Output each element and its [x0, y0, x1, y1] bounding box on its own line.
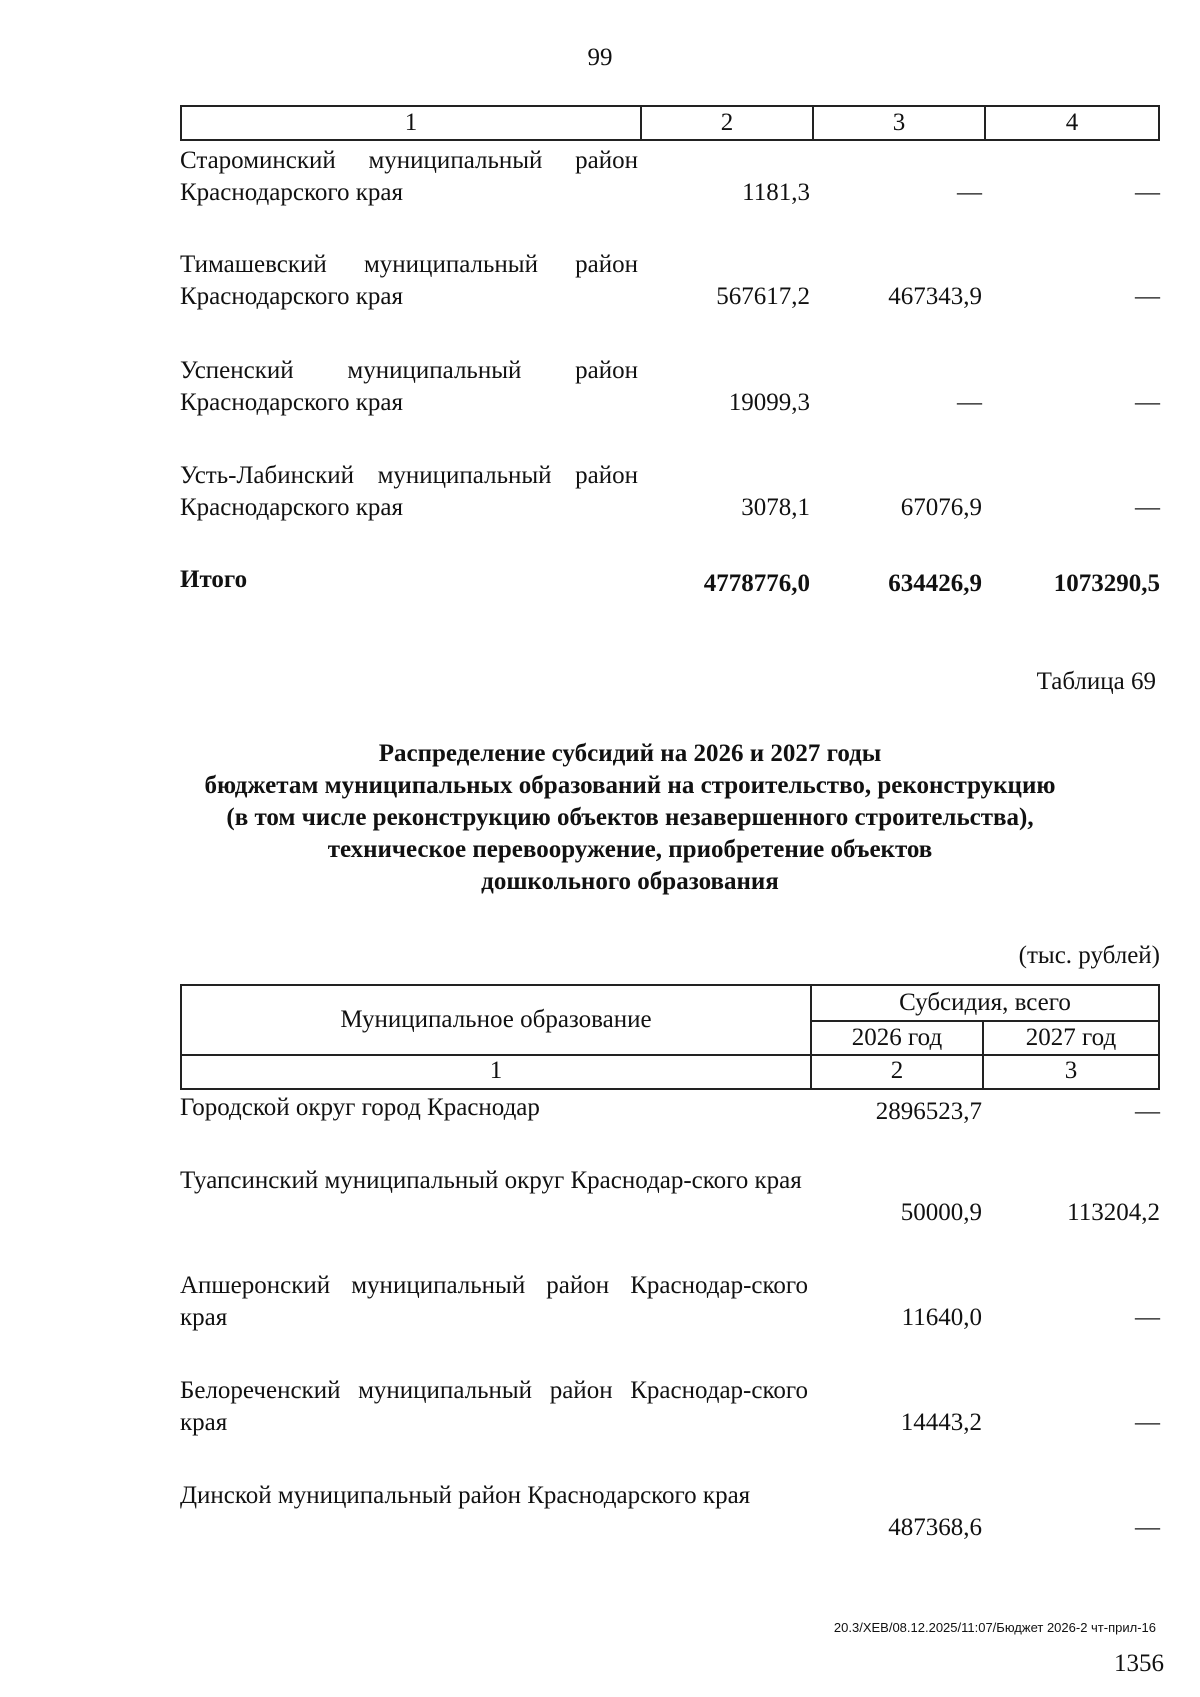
row-name: Усть-Лабинский муниципальный район Краснодарского края — [180, 462, 638, 521]
table2-header-municipality: Муниципальное образование — [182, 986, 812, 1056]
row-name: Тимашевский муниципальный район Краснодарского края — [180, 251, 638, 310]
table1-row — [180, 355, 1160, 425]
table2-row — [180, 1092, 1160, 1128]
row-name: Городской округ город Краснодар — [180, 1094, 540, 1121]
table1-header-col-1: 1 — [182, 107, 642, 139]
row-value-col3: — — [957, 179, 982, 206]
units-label: (тыс. рублей) — [1018, 942, 1160, 969]
row-value-2027: — — [1135, 1098, 1160, 1125]
table2-header — [180, 984, 1160, 1090]
row-value-2027: 113204,2 — [1067, 1199, 1160, 1226]
row-value-2027: — — [1135, 1304, 1160, 1331]
table2-colnum-3: 3 — [1064, 1057, 1078, 1084]
row-value-col2: 1181,3 — [742, 179, 810, 206]
table1-header — [180, 105, 1160, 141]
title-line: дошкольного образования — [481, 868, 779, 895]
row-value-2026: 2896523,7 — [875, 1098, 982, 1125]
table2-row — [180, 1375, 1160, 1445]
table2-row — [180, 1270, 1160, 1340]
title-line: (в том числе реконструкцию объектов незавершенного строительства), — [226, 804, 1034, 831]
table1-header-col-2: 2 — [642, 107, 814, 139]
page-number-top: 99 — [587, 44, 613, 71]
title-line: техническое перевооружение, приобретение объектов — [327, 836, 933, 863]
table2-colnum-1: 1 — [182, 1056, 812, 1088]
row-name: Динской муниципальный район Краснодарского края — [180, 1482, 751, 1509]
row-value-col4: — — [1135, 283, 1160, 310]
row-value-col2: 567617,2 — [716, 283, 810, 310]
row-value-2027: — — [1135, 1409, 1160, 1436]
total-col2: 4778776,0 — [703, 570, 810, 597]
table2-row — [180, 1480, 1160, 1550]
table-number-label: Таблица 69 — [1036, 668, 1156, 695]
table2-header-subsidy-total: Субсидия, всего — [812, 986, 1158, 1022]
title-line: бюджетам муниципальных образований на строительство, реконструкцию — [204, 772, 1056, 799]
row-value-col4: — — [1135, 179, 1160, 206]
row-name: Староминский муниципальный район Краснодарского края — [180, 147, 638, 206]
row-value-col4: — — [1135, 389, 1160, 416]
title-line: Распределение субсидий на 2026 и 2027 годы — [378, 740, 882, 767]
row-value-2026: 487368,6 — [888, 1514, 982, 1541]
row-name: Апшеронский муниципальный район Краснодар-ского края — [180, 1272, 808, 1331]
row-value-col3: 67076,9 — [900, 494, 982, 521]
table1-total-row — [180, 564, 1160, 600]
row-value-2026: 50000,9 — [900, 1199, 982, 1226]
table2-colnum-2: 2 — [812, 1056, 984, 1088]
table1-row — [180, 145, 1160, 215]
row-value-col3: — — [957, 389, 982, 416]
row-value-col2: 19099,3 — [728, 389, 810, 416]
table1-row — [180, 249, 1160, 319]
page-number-bottom: 1356 — [1114, 1650, 1164, 1677]
total-col4: 1073290,5 — [1053, 570, 1160, 597]
row-value-2027: — — [1135, 1514, 1160, 1541]
table2-row — [180, 1165, 1160, 1235]
table1-header-col-4: 4 — [1065, 109, 1079, 136]
table1-header-col-3: 3 — [814, 107, 986, 139]
row-value-2026: 14443,2 — [900, 1409, 982, 1436]
table2-header-year-2026: 2026 год — [812, 1022, 984, 1056]
table1-row — [180, 460, 1160, 530]
total-col3: 634426,9 — [888, 570, 982, 597]
row-value-col2: 3078,1 — [741, 494, 810, 521]
row-value-2026: 11640,0 — [901, 1304, 982, 1331]
table2-header-year-2027: 2027 год — [984, 1022, 1158, 1056]
row-name: Белореченский муниципальный район Краснодар-ского края — [180, 1377, 808, 1436]
row-name: Туапсинский муниципальный округ Краснодар-ского края — [180, 1167, 802, 1194]
document-code: 20.3/ХЕВ/08.12.2025/11:07/Бюджет 2026-2 чт-прил-16 — [833, 1620, 1156, 1635]
row-value-col3: 467343,9 — [888, 283, 982, 310]
table-title — [150, 738, 1110, 898]
row-value-col4: — — [1135, 494, 1160, 521]
total-label: Итого — [180, 566, 248, 593]
row-name: Успенский муниципальный район Краснодарского края — [180, 357, 638, 416]
